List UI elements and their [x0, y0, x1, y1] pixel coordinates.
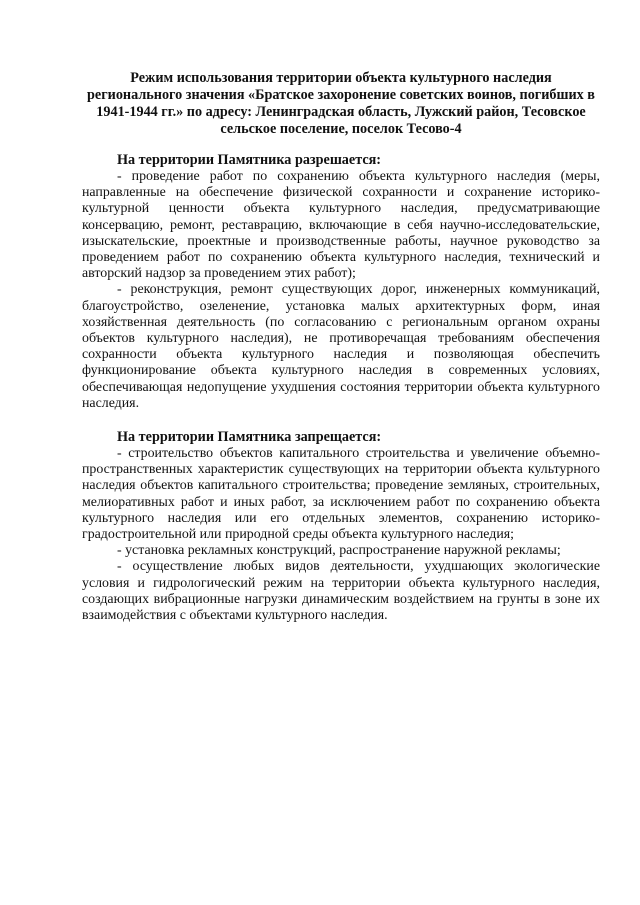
allowed-item: - реконструкция, ремонт существующих дорог, инженерных коммуникаций, благоустройство, озеленение, установка малых архитектурных форм, иная хозяйственная деятельность (по согласованию с региональным органом охраны объектов культурного наследия), не противоречащая требованиям обеспечения сохранности объекта культурного наследия и позволяющая обеспечить функционирование объекта культурного наследия в современных условиях, обеспечивающая недопущение ухудшения состояния территории объекта культурного наследия.: [82, 282, 600, 411]
document-title: Режим использования территории объекта культурного наследия регионального значения «Братское захоронение советских воинов, погибших в 1941-1944 гг.» по адресу: Ленинградская область, Лужский район, Тесовское сельское поселение, поселок Тесово-4: [87, 70, 595, 137]
forbidden-section: [82, 429, 600, 624]
forbidden-item: - установка рекламных конструкций, распространение наружной рекламы;: [117, 543, 561, 559]
document-page: [82, 70, 600, 641]
forbidden-item: - осуществление любых видов деятельности, ухудшающих экологические условия и гидрологический режим на территории объекта культурного наследия, создающих вибрационные нагрузки динамическим воздействием на грунты в зоне их взаимодействия с объектами культурного наследия.: [82, 559, 600, 624]
forbidden-item: - строительство объектов капитального строительства и увеличение объемно-пространственных характеристик существующих на территории объекта культурного наследия объектов капитального строительства; проведение земляных, строительных, мелиоративных работ и иных работ, за исключением работ по сохранению объекта культурного наследия или его отдельных элементов, сохранению историко-градостроительной или природной среды объекта культурного наследия;: [82, 446, 600, 543]
allowed-item: - проведение работ по сохранению объекта культурного наследия (меры, направленные на обеспечение физической сохранности и сохранение историко-культурной ценности объекта культурного наследия, предусматривающие консервацию, ремонт, реставрацию, включающие в себя научно-исследовательские, изыскательские, проектные и производственные работы, научное руководство за проведением работ по сохранению объекта культурного наследия, технический и авторский надзор за проведением этих работ);: [82, 169, 600, 282]
forbidden-heading: На территории Памятника запрещается:: [117, 429, 382, 446]
allowed-heading: На территории Памятника разрешается:: [117, 152, 382, 168]
allowed-section: [82, 152, 600, 412]
